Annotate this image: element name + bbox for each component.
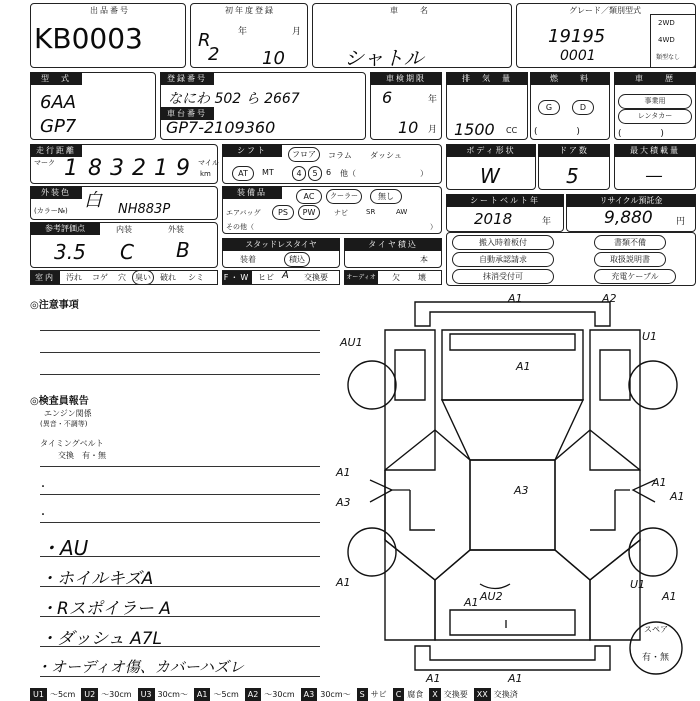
history-blank: ( ) <box>618 129 664 139</box>
equip-ac: AC <box>296 189 322 204</box>
equip-ps: PS <box>272 205 294 220</box>
spare-value: 有・無 <box>642 653 670 663</box>
spare-label: スペア <box>644 625 668 634</box>
legend-val-u3: 30cm～ <box>157 690 188 699</box>
equip-airbag: エアバッグ <box>226 209 261 217</box>
mileage-digit-3: 3 <box>110 156 124 181</box>
inspection-label: 車検期限 <box>370 72 442 85</box>
legend-val-a1: ～5cm <box>213 690 239 699</box>
legend-val-a3: 30cm～ <box>320 690 351 699</box>
inspection-year: 6 <box>382 88 393 107</box>
exterior-label: 外装 <box>168 225 184 234</box>
legend-val-x: 交換要 <box>443 690 468 699</box>
mileage-digit-5: 1 <box>154 156 168 181</box>
color-value: 白 <box>84 190 102 211</box>
mark-front-bumper: A1 <box>508 292 523 305</box>
km-unit: km <box>200 170 211 178</box>
mileage-digit-6: 9 <box>176 156 190 181</box>
mark-rear-right: U1 <box>630 578 646 591</box>
inspection-month: 10 <box>398 118 419 137</box>
equip-none: 無し <box>370 189 402 204</box>
chassis-label: 車台番号 <box>160 107 214 120</box>
displacement-value: 1500 <box>454 120 495 139</box>
interior-cond-stain: シミ <box>188 273 204 282</box>
inspection-month-label: 月 <box>428 125 438 135</box>
timing-label: タイミングベルト <box>40 439 104 448</box>
drive-none: 類型なし <box>656 54 681 61</box>
shift-6: 6 <box>326 168 332 177</box>
notes-line-6 <box>40 616 320 617</box>
legend-key-xx: XX <box>474 688 491 701</box>
legend-key-a1: A1 <box>194 688 211 701</box>
legend-val-a2: ～30cm <box>264 690 295 699</box>
model-name-value: シャトル <box>344 46 424 70</box>
fw-crack: ヒビ <box>258 273 274 282</box>
note-bullet-1: ・ <box>38 482 48 493</box>
displacement-unit: CC <box>506 126 518 135</box>
recycle-value: 9,880 <box>604 208 653 228</box>
note-audio: ・オーディオ傷、カバーハズレ <box>36 658 245 676</box>
legend-key-a2: A2 <box>245 688 262 701</box>
interior-cond-dirt: 汚れ <box>66 273 82 282</box>
doc-missing: 書類不備 <box>594 235 666 250</box>
mark-right-front-wheel: U1 <box>642 330 658 343</box>
notes-line-2 <box>40 494 320 495</box>
legend-val-c: 腐食 <box>407 690 424 699</box>
equip-other-close: ） <box>430 223 437 231</box>
fuel-g: G <box>538 100 560 115</box>
doors-value: 5 <box>566 164 579 188</box>
mark-right-rear: A1 <box>662 590 677 603</box>
history-business: 事業用 <box>618 94 692 109</box>
note-spoiler: ・Rスポイラー A <box>40 599 171 619</box>
shift-label: シフト <box>222 144 282 157</box>
mark-left-side: A1 <box>336 466 351 479</box>
equip-sr: SR <box>366 208 376 216</box>
interior-value: C <box>120 240 134 264</box>
shift-mt: MT <box>262 168 274 177</box>
interior-cond-odor: 臭い <box>132 270 154 285</box>
mark-rear-bumper-l: A1 <box>426 672 441 682</box>
first-reg-year: 2 <box>208 44 220 65</box>
audio-broken: 壊 <box>418 273 426 282</box>
equip-cooler: クーラー <box>326 189 362 204</box>
caution-line-1 <box>40 330 320 331</box>
score-label: 参考評価点 <box>30 222 100 235</box>
studless-fitted: 装着 <box>240 255 256 264</box>
doc-auto-approval: 自動承認請求 <box>452 252 554 267</box>
doc-arrival-board: 搬入時着板付 <box>452 235 554 250</box>
doc-deregistration: 抹消受付可 <box>452 269 554 284</box>
legend-bar <box>30 688 700 701</box>
shift-dash: ダッシュ <box>370 151 402 160</box>
fw-label: F・W <box>223 273 251 282</box>
interior-label: 内装 <box>116 225 132 234</box>
legend-key-x: X <box>429 688 440 701</box>
shift-other-close: ） <box>420 169 428 178</box>
legend-key-u3: U3 <box>138 688 155 701</box>
mark-rear-left-1: A1 <box>464 596 479 609</box>
model-name-label: 車 名 <box>390 6 430 15</box>
seatbelt-value: 2018 <box>474 210 513 228</box>
first-reg-month: 10 <box>262 48 285 69</box>
legend-key-u1: U1 <box>30 688 47 701</box>
drive-4wd: 4WD <box>658 36 675 44</box>
class-value: 0001 <box>560 48 596 64</box>
engine-label: エンジン関係 <box>44 409 92 418</box>
history-label: 車 歴 <box>614 72 696 85</box>
lot-number-label: 出品番号 <box>90 6 130 15</box>
mark-left-door: A3 <box>336 496 351 509</box>
audio-label: オーディオ <box>344 271 378 284</box>
fuel-d: D <box>572 100 594 115</box>
history-rental: レンタカー <box>618 109 692 124</box>
chassis-value: GP7-2109360 <box>166 118 276 137</box>
inspection-year-label: 年 <box>428 95 438 105</box>
engine-sub: (異音・不調等) <box>40 420 88 428</box>
body-value: W <box>480 164 500 188</box>
note-au: ・AU <box>40 536 89 560</box>
equip-navi: ナビ <box>334 209 348 217</box>
mileage-digit-4: 2 <box>132 156 146 181</box>
note-wheel: ・ホイルキズA <box>40 569 154 589</box>
interior-cond-tear: 破れ <box>160 273 176 282</box>
studless-loaded: 積込 <box>284 252 310 267</box>
mark-rear-au: AU2 <box>480 590 503 603</box>
legend-val-s: サビ <box>370 690 387 699</box>
fw-replace: 交換要 <box>304 273 328 282</box>
body-label: ボディ形状 <box>446 144 536 157</box>
displacement-label: 排 気 量 <box>446 72 528 85</box>
color-code-label: (カラー№) <box>34 207 68 215</box>
interior-cond-burn: コゲ <box>92 273 108 282</box>
doc-charging-cable: 充電ケーブル <box>594 269 676 284</box>
audio-missing: 欠 <box>392 273 400 282</box>
seatbelt-label: シートベルト年 <box>446 194 564 207</box>
shift-4: 4 <box>292 166 306 181</box>
first-reg-era: R <box>198 30 211 51</box>
color-label: 外装色 <box>30 186 82 199</box>
type-value-2: GP7 <box>40 116 77 137</box>
caution-line-2 <box>40 352 320 353</box>
mark-right-mid: A1 <box>652 476 667 489</box>
first-reg-label: 初年度登録 <box>225 6 275 15</box>
caution-label: ◎注意事項 <box>30 300 79 311</box>
legend-key-u2: U2 <box>81 688 98 701</box>
notes-line-4 <box>40 556 320 557</box>
doc-manual: 取扱説明書 <box>594 252 666 267</box>
tire-unit: 本 <box>420 255 428 264</box>
notes-line-1 <box>40 466 320 467</box>
mark-label: マーク <box>34 159 55 167</box>
mark-center: A3 <box>514 484 529 497</box>
exterior-value: B <box>176 238 190 262</box>
fuel-blank: ( ) <box>534 127 580 137</box>
notes-line-3 <box>40 522 320 523</box>
shift-floor: フロア <box>288 147 320 162</box>
recycle-label: リサイクル預託金 <box>566 194 696 207</box>
drive-2wd: 2WD <box>658 19 675 27</box>
legend-val-u2: ～30cm <box>101 690 132 699</box>
seatbelt-unit: 年 <box>542 217 552 227</box>
mileage-digit-1: 1 <box>64 156 78 181</box>
mark-front-corner: A2 <box>602 292 617 305</box>
notes-line-7 <box>40 646 320 647</box>
capacity-value: ― <box>646 166 662 185</box>
interior-cond-label: 室内 <box>30 271 60 284</box>
mark-right-side: A1 <box>670 490 685 503</box>
inspector-label: ◎検査員報告 <box>30 396 89 407</box>
equip-other-label: その他（ <box>226 223 254 231</box>
notes-line-5 <box>40 586 320 587</box>
timing-exchange: 交換 有・無 <box>58 451 106 460</box>
lot-id: KB0003 <box>34 22 143 55</box>
fuel-label: 燃 料 <box>530 72 610 85</box>
capacity-label: 最大積載量 <box>614 144 696 157</box>
equip-aw: AW <box>396 208 408 216</box>
equip-label: 装備品 <box>222 186 282 199</box>
legend-val-u1: ～5cm <box>49 690 76 699</box>
legend-key-s: S <box>357 688 368 701</box>
first-reg-month-label: 月 <box>292 27 302 37</box>
note-dash: ・ダッシュ A7L <box>40 629 162 649</box>
mark-left-rear: A1 <box>336 576 351 589</box>
shift-5: 5 <box>308 166 322 181</box>
tire-label: タイヤ積込 <box>344 238 442 251</box>
legend-key-a3: A3 <box>301 688 318 701</box>
legend-val-xx: 交換済 <box>493 690 518 699</box>
mark-left-front: AU1 <box>340 336 363 349</box>
mark-rear-bumper-r: A1 <box>508 672 523 682</box>
fw-a: A <box>282 270 289 281</box>
type-value-1: 6AA <box>40 92 77 113</box>
legend-key-c: C <box>393 688 405 701</box>
shift-column: コラム <box>328 151 352 160</box>
type-label: 型 式 <box>30 72 82 85</box>
mileage-digit-2: 8 <box>88 156 102 181</box>
grade-value: 19195 <box>548 26 606 47</box>
doors-label: ドア数 <box>538 144 610 157</box>
note-bullet-2: ・ <box>38 510 48 521</box>
equip-pw: PW <box>298 205 320 220</box>
mile-unit: マイル <box>198 159 219 167</box>
mark-hood: A1 <box>516 360 531 373</box>
score-value: 3.5 <box>54 240 86 264</box>
notes-line-8 <box>40 676 320 677</box>
mileage-label: 走行距離 <box>30 144 82 157</box>
caution-line-3 <box>40 374 320 375</box>
studless-label: スタッドレスタイヤ <box>222 238 340 251</box>
grade-label: グレード／類別型式 <box>569 6 641 15</box>
reg-number-label: 登録番号 <box>160 72 214 85</box>
interior-cond-hole: 穴 <box>118 273 126 282</box>
first-reg-year-label: 年 <box>238 27 248 37</box>
shift-other: 他（ <box>340 169 356 178</box>
reg-number-value: なにわ 502 ら 2667 <box>168 91 300 107</box>
recycle-unit: 円 <box>676 217 686 227</box>
color-code-value: NH883P <box>118 202 171 217</box>
shift-at: AT <box>232 166 254 181</box>
